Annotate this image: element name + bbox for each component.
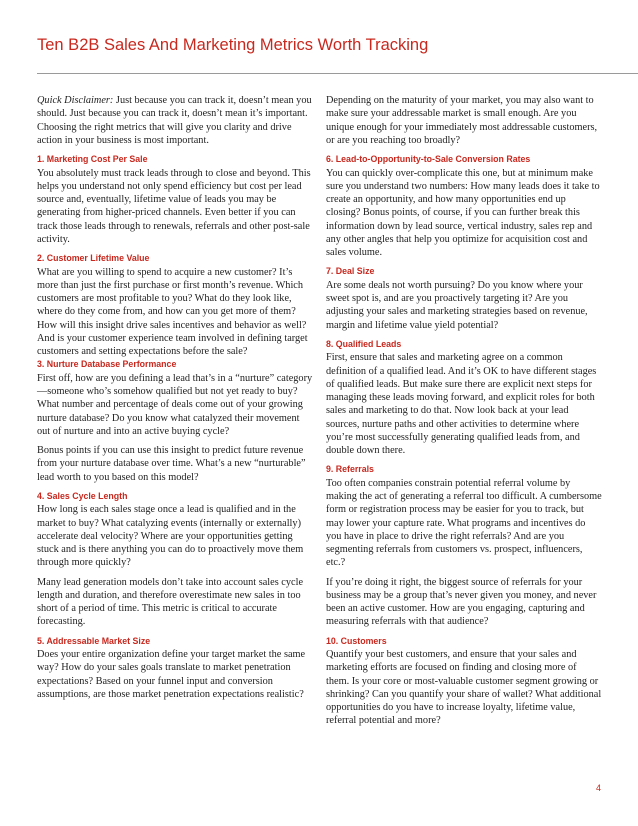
section-text-2: What are you willing to spend to acquire a new customer? It’s more than just the first purchase or first month’s revenue. Which customers are most profitable to you? What do they look like, where do they come from, and how can you get more of them? How will this insight drive sales incentives and behavior as well? And is your customer experience team involved in defining target customers and setting expectations before the sale? bbox=[37, 266, 308, 357]
section-heading-9: 9. Referrals bbox=[326, 464, 374, 475]
section-text-10: Quantify your best customers, and ensure that your sales and marketing efforts are focused on finding and closing more of them. Is your core or most-valuable customer segment growing or shrinking? Can you quantify your share of wallet? What additional opportunities do you have to increase loyalty, lifetime value, referral potential and more? bbox=[326, 649, 602, 727]
page-number: 4 bbox=[596, 783, 602, 793]
section-heading-4: 4. Sales Cycle Length bbox=[37, 490, 128, 501]
section-text-9b: If you’re doing it right, the biggest source of referrals for your business may be a group that’s never given you money, and never been an active customer. How are you engaging, capturing and measuring referrals with that audience? bbox=[326, 576, 597, 628]
section-heading-2: 2. Customer Lifetime Value bbox=[37, 253, 150, 263]
section-heading-5: 5. Addressable Market Size bbox=[37, 635, 151, 646]
disclaimer-label: Quick Disclaimer: bbox=[37, 95, 114, 106]
section-text-9a: Too often companies constrain potential referral volume by making the act of generating a referral too difficult. A cumbersome form or registration process may be easier for you to track, but may lower your capture rate. What programs and incentives do you have in place to drive the right referrals? And are you segmenting referrals from customers vs. prospect, influencers, etc.? bbox=[326, 477, 602, 569]
title-divider bbox=[37, 73, 638, 74]
section-text-1: You absolutely must track leads through to close and beyond. This helps you understand not only spend efficiency but cost per lead source and, eventually, lifetime value of leads you may be generating from higher-priced channels. Even better if you can track those leads through to renewals, referrals and other post-sale activity. bbox=[37, 167, 311, 245]
section-heading-6: 6. Lead-to-Opportunity-to-Sale Conversion Rates bbox=[326, 154, 531, 164]
section-heading-1: 1. Marketing Cost Per Sale bbox=[37, 154, 148, 164]
page-title: Ten B2B Sales And Marketing Metrics Worth Tracking bbox=[37, 36, 429, 54]
section-heading-7: 7. Deal Size bbox=[326, 266, 375, 277]
section-text-6: You can quickly over-complicate this one, but at minimum make sure you understand two numbers: How many leads does it take to create an opportunity, and how many opportunities end up closing? Bonus points, of course, if you can further break this information down by lead source, vertical industry, sales rep and any other angles that help you optimize for acquisition cost and sales volume. bbox=[326, 167, 600, 258]
section-heading-10: 10. Customers bbox=[326, 635, 387, 646]
section-heading-3: 3. Nurture Database Performance bbox=[37, 359, 177, 370]
section-text-4b: Many lead generation models don’t take into account sales cycle length and duration, and therefore overestimate new sales in too short of a period of time. This metric is critical to accurate forecasting. bbox=[37, 576, 304, 628]
section-text-8: First, ensure that sales and marketing agree on a common definition of a qualified lead. And it’s OK to have different stages of qualified leads. But make sure there are explicit next steps for managing these leads moving forward, and explicit roles for both sales and marketing to do that. Now look back at your lead sources, nurture paths and other activities to determine where you’re most successfully generating qualified leads from, and double down there. bbox=[326, 352, 597, 456]
section-text-5a: Does your entire organization define your target market the same way? How do your sales goals translate to market penetration expectations? Based on your funnel input and conversion assumptions, are those market penetration expectations realistic? bbox=[37, 649, 306, 700]
right-column bbox=[326, 94, 602, 734]
disclaimer-text: Just because you can track it, doesn’t mean you should. Just because you can track it, doesn’t mean it’s important. Choosing the right metrics that will give you clarity and drive action in your business is most important. bbox=[37, 95, 312, 146]
section-heading-8: 8. Qualified Leads bbox=[326, 338, 402, 349]
intro-disclaimer bbox=[37, 94, 313, 147]
left-column bbox=[37, 94, 313, 707]
section-text-5b: Depending on the maturity of your market, you may also want to make sure your addressable market is small enough. Are you unique enough for your immediately most addressable customers, or are you reaching too broadly? bbox=[326, 95, 598, 146]
section-text-3b: Bonus points if you can use this insight to predict future revenue from your nurture database over time. What’s a new “nurturable” lead worth to you based on this model? bbox=[37, 445, 306, 483]
section-text-7: Are some deals not worth pursuing? Do you know where your sweet spot is, and are you proactively targeting it? Are you adjusting your sales and marketing strategies based on revenue, margin and lifetime value yield potential? bbox=[326, 279, 588, 331]
section-text-3a: First off, how are you defining a lead that’s in a “nurture” category—someone who’s somehow qualified but not yet ready to buy? What number and percentage of deals come out of your growing nurture database? Do you know what catalyzed their movement out of nurture and into an active buying cycle? bbox=[37, 372, 313, 437]
section-text-4a: How long is each sales stage once a lead is qualified and in the market to buy? What catalyzing events (internally or externally) accelerate deal velocity? Where are your opportunities getting stuck and is there anything you can do to proactively move them through more quickly? bbox=[37, 504, 304, 569]
